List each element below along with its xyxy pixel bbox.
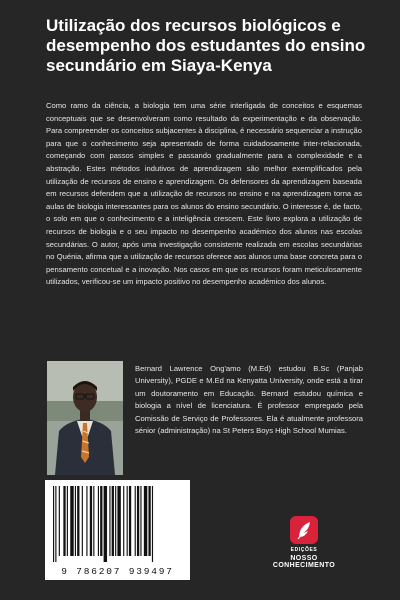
isbn-barcode <box>45 480 190 580</box>
book-blurb: Como ramo da ciência, a biologia tem uma série interligada de conceitos e esquemas conceptuais que se desenvolveram como resultado da experimentação e da observação. Para compreender os conceitos subjacentes à disciplina, é necessário sequenciar a instrução para que o conhecimento seja apresentado de forma cuidadosamente inter-relacionada, começando com passos simples e passando gradualmente para a complexidade e a abstração. Estes métodos indutivos de aprendizagem são melhor exemplificados pela utilização de recursos de ensino e aprendizagem. Os defensores da aprendizagem baseada em recursos defendem que a utilização de recursos no ensino e na aprendizagem torna as aulas de biologia interessantes para os alunos do ensino secundário. O interesse é, de facto, o solo em que o conhecimento e a inteligência crescem. Este livro explora a utilização de recursos de biologia e o seu impacto no desempenho académico dos alunos nas escolas secundárias. O autor, após uma investigação consistente realizada em escolas secundárias no Quénia, afirma que a utilização de recursos oferece aos alunos uma base concreta para o pensamento concetual e a inovação. Nos casos em que os recursos foram meticulosamente utilizados, verificou-se um impacto positivo no desempenho académico dos alunos. <box>46 101 362 287</box>
barcode-bars <box>51 486 184 562</box>
publisher-name-line1: EDIÇÕES <box>290 547 318 553</box>
feather-quill-icon <box>290 516 318 544</box>
book-title: Utilização dos recursos biológicos e desempenho dos estudantes do ensino secundário em Siaya-Kenya <box>46 16 366 75</box>
isbn-number: 9 786207 939497 <box>61 566 174 577</box>
publisher-name-line2: NOSSO CONHECIMENTO <box>272 555 336 569</box>
publisher-mark <box>262 516 346 569</box>
author-bio: Bernard Lawrence Ong'amo (M.Ed) estudou B.Sc (Panjab University), PGDE e M.Ed na Kenyatta University, onde está a tirar um doutoramento em Educação. Bernard estudou química e biologia a nível de licenciatura. É professor empregado pela Comissão de Serviço de Professores. Ela é atualmente professora sénior (administração) na St Peters Boys High School Mumias. <box>135 364 363 436</box>
author-photo <box>47 361 123 475</box>
